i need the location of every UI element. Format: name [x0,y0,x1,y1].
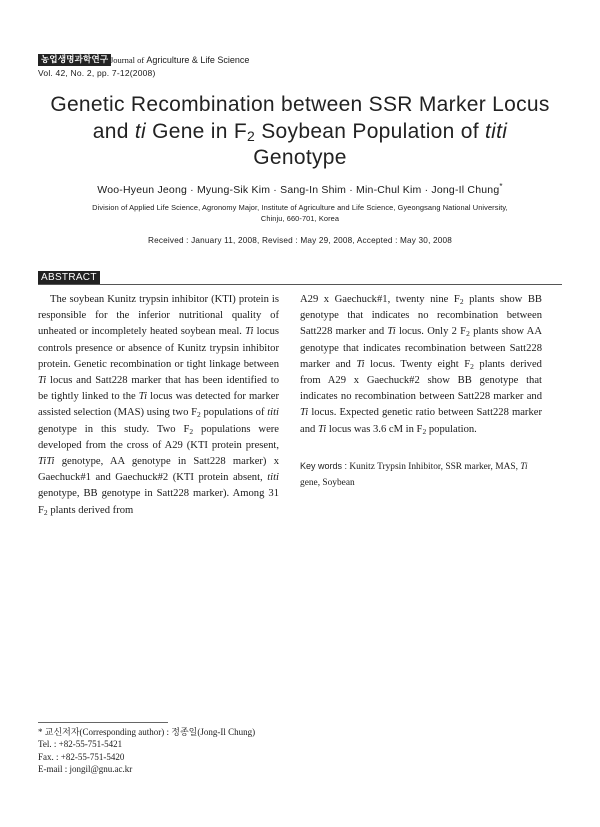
abstract-rule [38,284,562,285]
footnote-author: * 교신저자(Corresponding author) : 정종일(Jong-Il Chung) [38,727,256,737]
footnote-fax: Fax. : +82-55-751-5420 [38,751,125,762]
footnote-rule [38,722,168,723]
footnote-tel: Tel. : +82-55-751-5421 [38,739,123,750]
volume-line: Vol. 42, No. 2, pp. 7-12(2008) [38,68,156,78]
affiliation [30,202,570,224]
journal-prefix: Journal of [110,55,145,65]
paper-title [20,92,580,172]
affiliation-line-1: Division of Applied Life Science, Agronomy Major, Institute of Agriculture and Life Science, Gyeongsang National University, [92,203,508,212]
title-line-1: Genetic Recombination between SSR Marker Locus [50,93,550,116]
journal-badge: 농업생명과학연구 [38,54,111,66]
footnote-email: E-mail : jongil@gnu.ac.kr [38,763,133,774]
abstract-column-left [38,292,279,519]
abstract-heading: ABSTRACT [38,271,100,284]
title-line-3: Genotype [253,146,347,169]
abstract-paragraph-right: A29 x Gaechuck#1, twenty nine $F_2$ plants show BB genotype that indicates no recombination between Satt228 marker and Ti locus. Only 2 $F_2$ plants show AA genotype that indicates recombination between Satt228 marker and Ti locus. Twenty eight $F_2$ plants derived from A29 x Gaechuck#2 show BB genotype that indicates no recombination between Satt228 marker and Ti locus. Expected genetic ratio between Satt228 marker and Ti locus was 3.6 cM in $F_2$ population. [300,294,542,436]
abstract-paragraph-left: The soybean Kunitz trypsin inhibitor (KTI) protein is responsible for the inferior nutritional quality of unheated or incompletely heated soybean meal. Ti locus controls presence or absence of Kunitz trypsin inhibitor protein. Genetic recombination or tight linkage between Ti locus and Satt228 marker that has been identified to be tightly linked to the Ti locus was detected for marker assisted selection (MAS) using two $F_2$ populations of titi genotype in this study. Two $F_2$ populations were developed from the cross of A29 (KTI protein present, TiTi genotype, AA genotype in Satt228 marker) x Gaechuck#1 and Gaechuck#2 (KTI protein absent, titi genotype, BB genotype in Satt228 marker). Among 31 $F_2$ plants derived from [38,294,279,517]
affiliation-line-2: Chinju, 660-701, Korea [260,214,340,223]
keywords-label: Key words : [300,461,348,471]
title-genotype: titi [485,119,508,143]
submission-dates: Received : January 11, 2008, Revised : May 29, 2008, Accepted : May 30, 2008 [147,236,453,245]
authors: Woo-Hyeun Jeong · Myung-Sik Kim · Sang-In Shim · Min-Chul Kim · Jong-Il Chung* [97,182,503,196]
corresponding-footnote [38,726,255,775]
keywords: Key words : Kunitz Trypsin Inhibitor, SSR marker, MAS, Ti gene, Soybean [300,461,528,488]
journal-title: Agriculture & Life Science [146,55,250,65]
corresponding-mark: * [499,182,503,191]
title-line-2: and ti Gene in $F_2$ Soybean Population of titi [92,119,508,144]
title-gene: ti [134,119,146,143]
abstract-column-right [300,292,542,438]
journal-name [110,54,249,66]
